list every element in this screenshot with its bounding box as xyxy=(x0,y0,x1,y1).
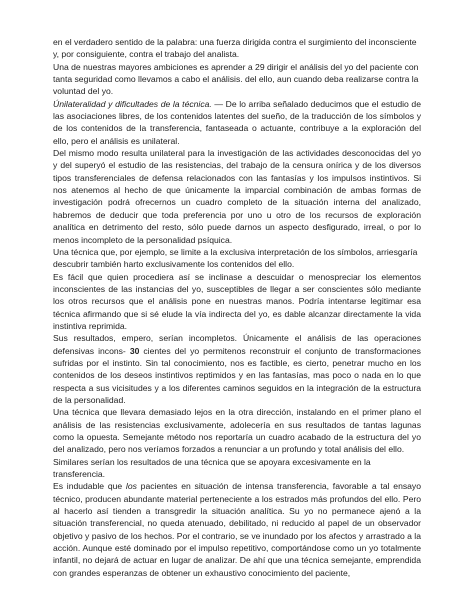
paragraph xyxy=(53,98,421,147)
text-run: Es indudable que xyxy=(53,481,126,492)
paragraph xyxy=(53,332,421,406)
text-run: Similares serían los resultados de una técnica que se apoyara excesivamente en la transferencia. xyxy=(53,456,371,480)
document-body xyxy=(53,36,421,579)
document-page xyxy=(53,36,421,579)
text-run: pacientes en situación de intensa transferencia, favorable a tal ensayo técnico, producen abundante material perteneciente a los estrados más profundos del ello. Pero al hacerlo así tienden a transgredir la situación analítica. Su yo no permanece ajenó a la situación transferencial, no queda atenuado, debilitado, ni reducido al papel de un observador objetivo y pasivo de los hechos. Por el contrario, se ve inundado por los afectos y arrastrado a la acción. Aunque esté dominado por el impulso repetitivo, comportándose como un yo totalmente infantil, no dejará de actuar en lugar de analizar. De ahí que una técnica semejante, emprendida con grandes esperanzas de obtener un exhaustivo conocimiento del paciente, xyxy=(53,481,421,578)
text-run: Es fácil que quien procediera así se inclinase a descuidar o menospreciar los elementos inconscientes de las instancias del yo, susceptibles de llegar a ser conscientes sólo mediante los otros recursos que el análisis pone en nuestras manos. Podría intentarse legitimar esa técnica afirmando que si sé elude la vía indirecta del yo, es dable alcanzar directamente la vida instintiva reprimida. xyxy=(53,271,421,331)
paragraph xyxy=(53,271,421,333)
text-run: — De lo arriba señalado deducimos que el estudio de las asociaciones libres, de los contenidos latentes del sueño, de la traducción de los símbolos y de los contenidos de la transferencia, fantaseada o actuante, contribuye a la exploración del ello, pero el análisis es unilateral. xyxy=(53,98,421,146)
paragraph xyxy=(53,480,421,579)
paragraph xyxy=(53,406,421,455)
italic-text: Únilateralidad y dificultades de la técnica. xyxy=(53,98,212,109)
text-run: en el verdadero sentido de la palabra: una fuerza dirigida contra el surgimiento del inconsciente y, por consiguiente, contra el trabajo del analista. xyxy=(53,37,417,60)
paragraph xyxy=(53,36,421,61)
page-number-marker: 30 xyxy=(129,345,140,356)
text-run: cientes del yo permitenos reconstruir el conjunto de transformaciones sufridas por el instinto. Sin tal conocimiento, nos es factible, es cierto, penetrar mucho en los contenidos de los deseos instintivos reptimidos y en las fantasías, mas poco o nada en lo que respecta a sus vicisitudes y a los diferentes caminos seguidos en la integración de la estructura de la personalidad. xyxy=(53,345,421,405)
paragraph xyxy=(53,246,421,271)
text-run: Una técnica que llevara demasiado lejos en la otra dirección, instalando en el primer plano el análisis de las resistencias exclusivamente, adolecería en sus resultados de tantas lagunas como la opuesta. Semejante método nos reportaría un cuadro acabado de la estructura del yo del analizado, pero nos veríamos forzados a renunciar a un profundo y total análisis del ello. xyxy=(53,407,421,455)
paragraph xyxy=(53,147,421,246)
text-run: Sus resultados, empero, serían incompletos. Únicamente el análisis de las operaciones defensivas incons- xyxy=(53,333,421,356)
italic-text: los xyxy=(125,481,137,492)
paragraph xyxy=(53,61,421,98)
text-run: Una de nuestras mayores ambiciones es aprender a 29 dirigir el análisis del yo del paciente con tanta seguridad como llevamos a cabo el análisis. del ello, aun cuando deba realizarse contra la voluntad del yo. xyxy=(53,61,419,97)
text-run: Una técnica que, por ejemplo, se limite a la exclusiva interpretación de los símbolos, arriesgaría descubrir también harto exclusivamente los contenidos del ello. xyxy=(53,246,418,270)
text-run: Del mismo modo resulta unilateral para la investigación de las actividades desconocidas del yo y del superyó el estudio de las resistencias, del trabajo de la censura onírica y de los diversos tipos transferenciales de defensa relacionados con las fantasías y los impulsos instintivos. Si nos atenemos al hecho de que únicamente la imparcial combinación de ambas formas de investigación podrá ofrecernos un cuadro completo de la situación interna del analizado, habremos de deducir que toda preferencia por uno u otro de los recursos de exploración analítica en detrimento del resto, sólo puede darnos un aspecto desfigurado, irreal, o por lo menos incompleto de la personalidad psíquica. xyxy=(53,148,421,245)
paragraph xyxy=(53,456,421,481)
